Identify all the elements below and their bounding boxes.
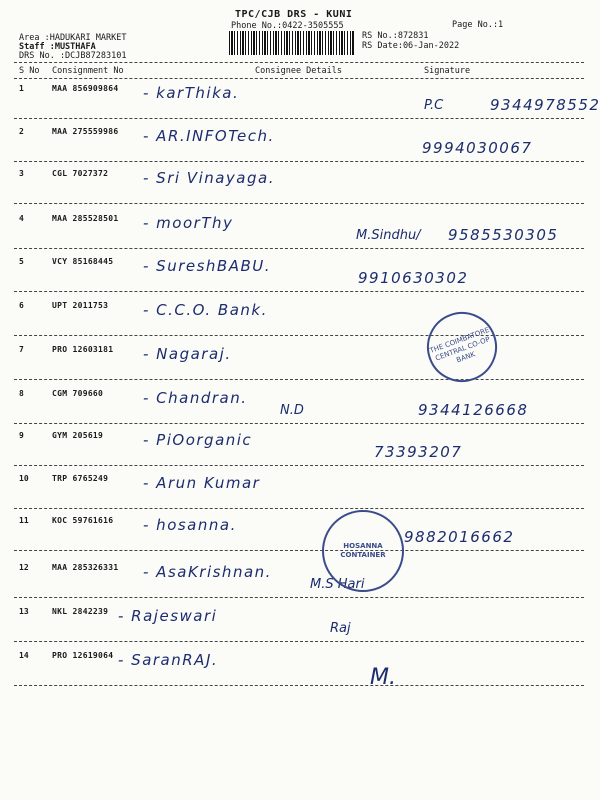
row-sno: 1 — [19, 84, 24, 93]
row-phone: 9344978552 — [490, 96, 600, 114]
row-consignment-no: MAA 856909864 — [52, 84, 119, 93]
row-phone: 9585530305 — [448, 226, 559, 244]
row-sno: 9 — [19, 431, 24, 440]
row-sno: 13 — [19, 607, 29, 616]
row-consignee-name: - karThika. — [143, 84, 240, 102]
row-consignee-name: - moorThy — [143, 214, 234, 232]
row-sno: 5 — [19, 257, 24, 266]
row-signature: N.D — [280, 403, 304, 418]
row-divider — [14, 248, 584, 249]
col-consignee: Consignee Details — [255, 66, 342, 76]
row-divider — [14, 508, 584, 509]
page-number: Page No.:1 — [452, 20, 504, 30]
row-consignment-no: PRO 12603181 — [52, 345, 114, 354]
row-consignment-no: MAA 275559986 — [52, 127, 119, 136]
row-consignee-name: - hosanna. — [143, 516, 237, 534]
row-divider — [14, 335, 584, 336]
row-consignee-name: - Nagaraj. — [143, 345, 232, 363]
row-signature: M.S Hari — [310, 577, 365, 592]
row-consignment-no: KOC 59761616 — [52, 516, 114, 525]
row-signature: Raj — [330, 621, 351, 636]
row-divider — [14, 161, 584, 162]
row-sno: 12 — [19, 563, 29, 572]
phone-number: Phone No.:0422-3505555 — [231, 21, 344, 31]
row-consignment-no: PRO 12619064 — [52, 651, 114, 660]
row-signature: M.Sindhu/ — [356, 228, 421, 243]
row-consignment-no: VCY 85168445 — [52, 257, 114, 266]
row-consignment-no: CGL 7027372 — [52, 169, 109, 178]
row-divider — [14, 291, 584, 292]
row-consignee-name: - AR.INFOTech. — [143, 127, 275, 145]
row-sno: 3 — [19, 169, 24, 178]
row-sno: 10 — [19, 474, 29, 483]
row-sno: 14 — [19, 651, 29, 660]
row-consignee-name: - Sri Vinayaga. — [143, 169, 275, 187]
row-consignee-name: - Chandran. — [143, 389, 248, 407]
col-signature: Signature — [424, 66, 471, 76]
row-divider — [14, 203, 584, 204]
row-sno: 7 — [19, 345, 24, 354]
row-consignee-name: - SureshBABU. — [143, 257, 272, 275]
row-consignment-no: GYM 205619 — [52, 431, 104, 440]
row-consignee-name: - Arun Kumar — [143, 474, 261, 492]
row-divider — [14, 118, 584, 119]
container-stamp — [322, 510, 404, 592]
row-divider — [14, 379, 584, 380]
row-divider — [14, 423, 584, 424]
row-consignment-no: MAA 285528501 — [52, 214, 119, 223]
row-signature: P.C — [424, 98, 444, 113]
row-divider — [14, 465, 584, 466]
row-consignment-no: MAA 285326331 — [52, 563, 119, 572]
row-divider — [14, 641, 584, 642]
divider — [14, 62, 584, 63]
rs-date: RS Date:06-Jan-2022 — [362, 41, 460, 51]
bank-stamp-text: THE COIMBATORE CENTRAL CO-OP BANK — [428, 325, 492, 365]
row-phone: 73393207 — [374, 443, 463, 461]
row-phone: 9910630302 — [358, 269, 469, 287]
area-label: Area :HADUKARI MARKET — [19, 33, 127, 43]
document-title: TPC/CJB DRS - KUNI — [235, 9, 353, 20]
row-consignment-no: NKL 2842239 — [52, 607, 109, 616]
rs-number: RS No.:872831 — [362, 31, 429, 41]
col-sno: S No — [19, 66, 40, 76]
row-consignee-name: - PiOorganic — [143, 431, 253, 449]
row-consignee-name: - Rajeswari — [118, 607, 218, 625]
row-phone: 9344126668 — [418, 401, 529, 419]
drs-number: DRS No. :DCJB87283101 — [19, 51, 127, 61]
row-sno: 2 — [19, 127, 24, 136]
row-phone: 9994030067 — [422, 139, 533, 157]
row-divider — [14, 550, 584, 551]
col-consignment: Consignment No — [52, 66, 124, 76]
row-consignment-no: TRP 6765249 — [52, 474, 109, 483]
row-divider — [14, 685, 584, 686]
row-consignee-name: - AsaKrishnan. — [143, 563, 272, 581]
row-consignee-name: - C.C.O. Bank. — [143, 301, 268, 319]
row-signature: M. — [370, 665, 396, 690]
row-sno: 6 — [19, 301, 24, 310]
staff-label: Staff :MUSTHAFA — [19, 42, 96, 52]
row-consignee-name: - SaranRAJ. — [118, 651, 219, 669]
divider — [14, 78, 584, 79]
barcode — [229, 31, 354, 55]
row-divider — [14, 597, 584, 598]
row-sno: 4 — [19, 214, 24, 223]
row-phone: 9882016662 — [404, 528, 515, 546]
row-sno: 8 — [19, 389, 24, 398]
row-consignment-no: CGM 709660 — [52, 389, 104, 398]
row-consignment-no: UPT 2011753 — [52, 301, 109, 310]
container-stamp-text: HOSANNA CONTAINER — [340, 542, 386, 559]
row-sno: 11 — [19, 516, 29, 525]
